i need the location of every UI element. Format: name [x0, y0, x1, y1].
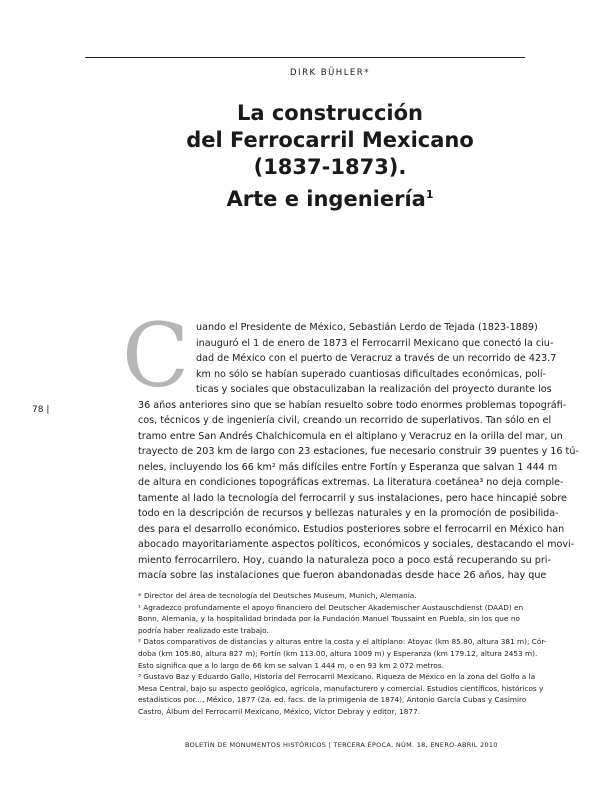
body-line: ticas y sociales que obstaculizaban la realización del proyecto durante los: [196, 384, 552, 395]
article-title: [85, 100, 575, 213]
title-line: del Ferrocarril Mexicano: [186, 128, 474, 152]
body-line: macía sobre las instalaciones que fueron abandonadas desde hace 26 años, hay que: [138, 570, 547, 581]
footnote-line: * Director del área de tecnología del Deutsches Museum, Munich, Alemania.: [138, 591, 417, 600]
page-number: 78 |: [32, 405, 50, 415]
footnote-line: Esto significa que a lo largo de 66 km se salvan 1 444 m, o en 93 km 2 072 metros.: [138, 660, 444, 670]
title-line: (1837-1873).: [253, 155, 407, 179]
body-line: tamente al lado la tecnología del ferrocarril y sus instalaciones, pero hace hincapié sobre: [138, 492, 567, 504]
body-line: inauguró el 1 de enero de 1873 el Ferrocarril Mexicano que conectó la ciu-: [196, 337, 554, 349]
footnote-line: Bonn, Alemania, y la hospitalidad brindada por la Fundación Manuel Toussaint en Puebla, sin los que no: [138, 614, 520, 624]
body-line: tramo entre San Andrés Chalchicomula en el altiplano y Veracruz en la orilla del mar, un: [138, 430, 563, 442]
footnote-mark: 1: [425, 188, 434, 201]
footer: BOLETÍN DE MONUMENTOS HISTÓRICOS | TERCERA ÉPOCA, NÚM. 18, ENERO-ABRIL 2010: [185, 741, 498, 749]
body-line: dad de México con el puerto de Veracruz a través de un recorrido de 423.7: [196, 353, 557, 364]
body-line: abocado mayoritariamente aspectos políticos, económicos y sociales, destacando el movi-: [138, 539, 575, 550]
body-line: neles, incluyendo los 66 km² más difíciles entre Fortín y Esperanza que salvan 1 444 m: [138, 461, 558, 473]
footnote-line: ² Datos comparativos de distancias y alturas entre la costa y el altiplano: Atoyac (km 85.80, altura 381 m); Cór-: [138, 637, 547, 647]
title-text: Arte e ingeniería: [226, 187, 426, 211]
footnote-line: Castro, Álbum del Ferrocarril Mexicano, México, Víctor Debray y editor, 1877.: [138, 706, 421, 716]
body-text: [138, 320, 579, 584]
body-line: des para el desarrollo económico. Estudios posteriores sobre el ferrocarril en México han: [138, 523, 565, 535]
footnote-line: ¹ Agradezco profundamente el apoyo financiero del Deutscher Akademischer Austauschdienst (DAAD) en: [138, 602, 524, 612]
body-line: trayecto de 203 km de largo con 23 estaciones, fue necesario construir 39 puentes y 16 tú-: [138, 446, 579, 457]
header-rule: [85, 57, 525, 58]
footnote-line: doba (km 105.80, altura 827 m); Fortín (km 113.00, altura 1009 m) y Esperanza (km 179.12, altura 2453 m).: [138, 648, 538, 658]
footnote-line: estadísticos por..., México, 1877 (2a. ed. facs. de la primigenia de 1874); Antonio García Cubas y Casimiro: [138, 695, 527, 705]
body-line: todo en la descripción de recursos y bellezas naturales y en la promoción de posibilida-: [138, 508, 559, 519]
body-line: 36 años anteriores sino que se habían resuelto sobre todo enormes problemas topográfi-: [138, 399, 567, 411]
drop-cap: C: [122, 304, 190, 407]
body-line: uando el Presidente de México, Sebastián Lerdo de Tejada (1823-1889): [196, 322, 538, 333]
body-line: km no sólo se habían superado cuantiosas dificultades económicas, polí-: [196, 368, 547, 380]
footnote-line: ³ Gustavo Baz y Eduardo Gallo, Historia del Ferrocarril Mexicano. Riqueza de México en la zona del Golfo a la: [138, 672, 536, 682]
footnote-line: Mesa Central, bajo su aspecto geológico, agrícola, manufacturero y comercial. Estudios científicos, históricos y: [138, 683, 544, 693]
footnote-line: podría haber realizado este trabajo.: [138, 625, 269, 635]
footnotes: [138, 590, 547, 718]
title-line: [85, 181, 575, 213]
title-line: La construcción: [236, 101, 423, 125]
author: DIRK BÜHLER*: [290, 68, 370, 78]
body-line: miento ferrocarrilero. Hoy, cuando la naturaleza poco a poco está recuperando su pri-: [138, 554, 551, 566]
body-line: cos, técnicos y de ingeniería civil, creando un recorrido de superlativos. Tan sólo en el: [138, 415, 552, 426]
body-line: de altura en condiciones topográficas extremas. La literatura coetánea³ no deja comple-: [138, 477, 564, 488]
